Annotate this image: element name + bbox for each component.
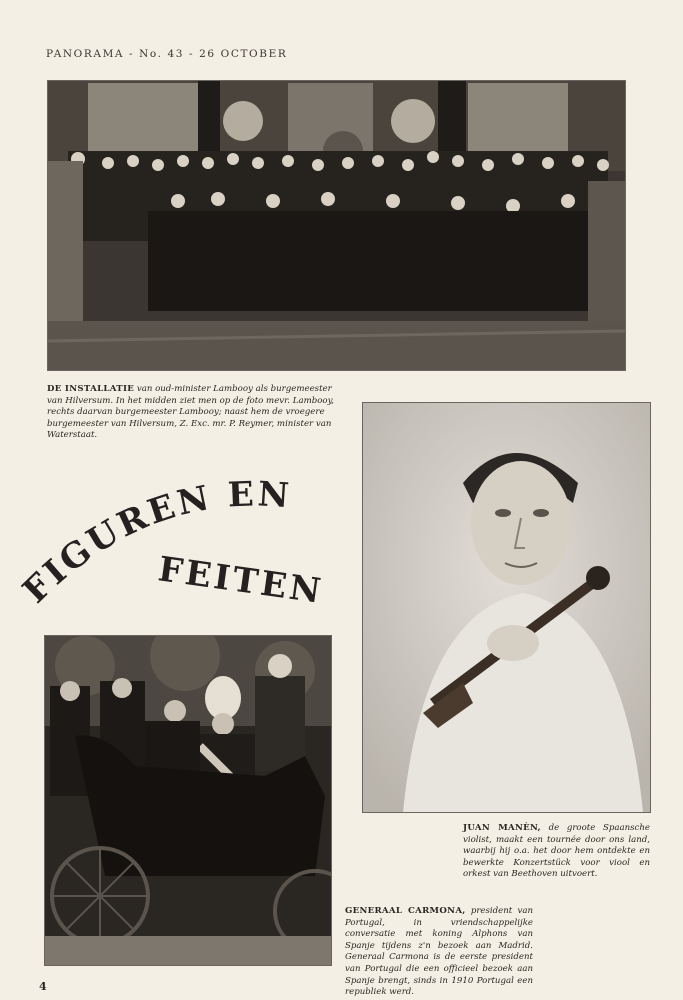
caption-carmona-lead: GENERAAL CARMONA,: [345, 906, 466, 916]
caption-carmona-text: president van Portugal, in vriendschappelijke conversatie met koning Alphons van Spanje tijdens z'n bezoek aan Madrid. Generaal Carmona is de eerste president van Portugal die een officieel bezoek aan Spanje brengt, sinds in 1910 Portugal een republiek werd.: [345, 906, 533, 998]
feature-title: [15, 474, 332, 615]
caption-installatie-lead: DE INSTALLATIE: [47, 384, 135, 394]
page-number: 4: [39, 980, 47, 993]
title-line-2: FEITEN: [155, 549, 326, 613]
carriage-photo: [44, 635, 332, 966]
caption-manen-lead: JUAN MANÈN,: [463, 823, 541, 833]
title-line-1: FIGUREN EN: [15, 474, 294, 612]
caption-carmona: [345, 906, 533, 999]
caption-installatie-text: van oud-minister Lambooy als burgemeester van Hilversum. In het midden ziet men op de foto mevr. Lambooy, rechts daarvan burgemeester Lambooy; naast hem de vroegere burgemeester van Hilversum, Z. Exc. mr. P. Reymer, minister van Waterstaat.: [47, 384, 335, 441]
violinist-portrait: [362, 402, 651, 813]
running-head: PANORAMA - No. 43 - 26 OCTOBER: [46, 48, 288, 60]
caption-manen-text: de groote Spaansche violist, maakt een tournée door ons land, waarbij hij o.a. het door hem ontdekte en bewerkte Konzertstück voor viool en orkest van Beethoven uitvoert.: [463, 823, 650, 880]
caption-manen: [463, 823, 650, 881]
caption-installatie: [47, 384, 347, 442]
group-photo: [47, 80, 626, 371]
